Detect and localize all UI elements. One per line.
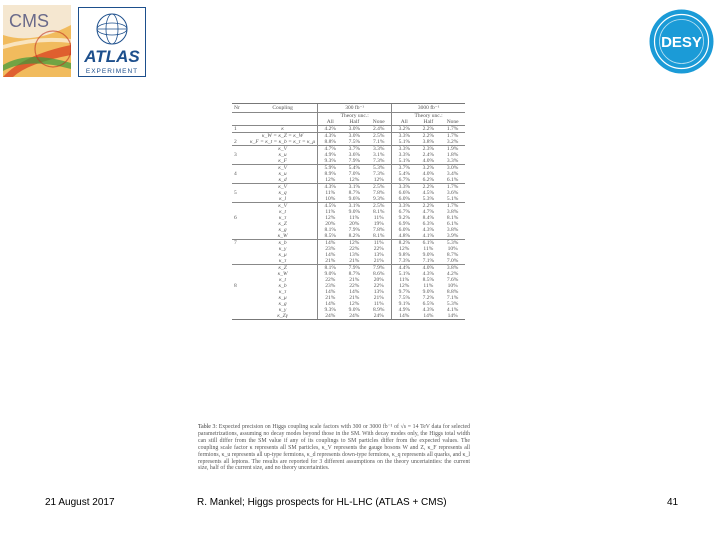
row-nr: 2 — [234, 139, 237, 145]
row-value: 8.1% — [318, 265, 343, 272]
row-value: 6.1% — [446, 177, 459, 183]
row-value: 3.3% — [446, 158, 459, 164]
row-value: 6.1% — [446, 221, 459, 227]
row-value: 12% — [342, 240, 366, 247]
row-value: 24% — [366, 313, 391, 320]
row-value: 14% — [440, 313, 465, 320]
row-value: 6.5% — [422, 301, 435, 307]
row-value: 11% — [366, 240, 391, 247]
row-value: 4.3% — [422, 271, 435, 277]
footer-date: 21 August 2017 — [45, 497, 115, 508]
row-value: 11% — [318, 209, 343, 215]
row-value: 6.7% — [392, 177, 417, 184]
row-value: 14% — [392, 313, 417, 320]
caption-text: Expected precision on Higgs coupling scale factors with 300 or 3000 fb⁻¹ of √s = 14 TeV data for selected parametrizations, assuming no decay modes beyond those in the SM. With decay modes only, the Higgs total width can still differ from the SM value if any of its couplings to SM particles differ from the expected values. The coupling scale factor κ represents all SM particles, κ_V represents the gauge bosons W and Z, κ_F represents all fermions, κ_u represents all up-type fermions, κ_d represents down-type fermions, κ_q represents all quarks, and κ_l represents all leptons. The results are reported for 3 different assumptions on the theory uncertainties: the current size, half of the current size, and no theory uncertainties. — [198, 424, 471, 472]
atlas-logo — [78, 7, 146, 77]
row-value: 13% — [373, 289, 384, 295]
row-value: 7.9% — [342, 265, 366, 272]
row-value: 9.0% — [422, 252, 435, 258]
row-value: 8.2% — [392, 240, 417, 247]
header-none-300: None — [366, 119, 391, 126]
row-value: 3.7% — [342, 146, 366, 153]
row-value: 24% — [318, 313, 343, 320]
row-value: 5.1% — [446, 196, 459, 202]
row-coupling: κ_W — [277, 271, 288, 277]
row-value: 9.1% — [392, 301, 417, 307]
row-value: 13% — [349, 252, 360, 258]
row-value: 9.8% — [392, 252, 417, 258]
row-value: 2.2% — [416, 184, 440, 191]
desy-logo-text: DESY — [661, 34, 702, 51]
row-value: 24% — [342, 313, 366, 320]
row-coupling: κ_g — [278, 301, 287, 307]
row-value: 2.2% — [416, 133, 440, 140]
row-value: 4.5% — [318, 203, 343, 210]
row-value: 5.4% — [342, 165, 366, 172]
row-value: 2.3% — [416, 146, 440, 153]
row-value: 13% — [373, 252, 384, 258]
header-half-3000: Half — [416, 119, 440, 126]
row-coupling: κ_u — [278, 171, 287, 177]
row-value: 3.3% — [392, 184, 417, 191]
row-value: 10% — [318, 196, 343, 203]
row-value: 7.0% — [348, 171, 361, 177]
row-value: 8.7% — [348, 190, 361, 196]
row-value: 12% — [318, 215, 343, 221]
row-value: 3.8% — [422, 139, 435, 145]
row-nr: 6 — [234, 215, 237, 221]
row-value: 2.5% — [366, 203, 391, 210]
table-row — [232, 313, 465, 320]
row-coupling: κ — [281, 126, 284, 132]
row-value: 6.6% — [392, 190, 417, 196]
row-coupling: κ_l — [279, 196, 287, 202]
table-caption — [198, 424, 470, 472]
row-coupling: κ_b — [248, 240, 318, 247]
row-nr: 4 — [234, 171, 237, 177]
row-value: 3.8% — [446, 227, 459, 233]
caption-label: Table 3: — [198, 424, 217, 430]
row-value: 14% — [318, 252, 343, 258]
row-value: 7.3% — [373, 158, 385, 164]
row-value: 7.5% — [348, 139, 361, 145]
row-coupling: κ_W = κ_Z = κ_W — [248, 133, 318, 140]
row-value: 11% — [349, 215, 360, 221]
header-nr: Nr — [232, 104, 248, 113]
row-value: 7.9% — [348, 158, 361, 164]
row-value: 3.4% — [446, 171, 459, 177]
header-all-3000: All — [392, 119, 417, 126]
header-theory-unc-300: Theory unc.: — [318, 113, 392, 120]
row-value: 4.8% — [392, 233, 417, 240]
row-coupling: κ_μ — [278, 295, 287, 301]
row-value: 2.4% — [422, 152, 435, 158]
row-value: 3.1% — [373, 152, 385, 158]
row-value: 11% — [392, 277, 417, 283]
row-value: 4.7% — [422, 209, 435, 215]
row-coupling: κ_γ — [278, 307, 287, 313]
row-value: 8.7% — [348, 271, 361, 277]
row-value: 9.7% — [392, 289, 417, 295]
row-value: 3.3% — [392, 203, 417, 210]
row-value: 7.5% — [392, 295, 417, 301]
atlas-logo-text: ATLAS — [84, 47, 140, 66]
row-value: 22% — [349, 283, 360, 289]
row-value: 14% — [416, 313, 440, 320]
row-value: 6.7% — [392, 209, 417, 215]
row-value: 1.8% — [446, 152, 459, 158]
row-nr: 7 — [232, 240, 248, 247]
row-coupling: κ_W — [277, 233, 288, 239]
row-value: 14% — [318, 240, 343, 247]
row-nr: 1 — [234, 126, 237, 132]
row-value: 9.0% — [422, 289, 435, 295]
row-value: 4.3% — [318, 133, 343, 140]
row-value: 4.3% — [318, 184, 343, 191]
row-value: 3.0% — [342, 133, 366, 140]
row-value: 19% — [373, 221, 384, 227]
header-theory-unc-3000: Theory unc.: — [392, 113, 465, 120]
row-value: 20% — [318, 221, 343, 227]
row-value: 9.0% — [348, 209, 361, 215]
row-value: 3.9% — [446, 233, 459, 239]
footer-page-number: 41 — [667, 497, 679, 508]
row-value: 4.0% — [422, 158, 435, 164]
row-value: 5.3% — [366, 165, 391, 172]
row-value: 2.5% — [366, 184, 391, 191]
row-value: 2.4% — [373, 126, 385, 132]
row-value: 1.7% — [440, 133, 465, 140]
row-coupling: κ_t — [279, 277, 287, 283]
row-nr: 8 — [234, 283, 237, 289]
row-value: 4.2% — [446, 271, 459, 277]
row-value: 7.6% — [446, 277, 459, 283]
row-value: 14% — [318, 289, 343, 295]
row-coupling: κ_γ — [278, 246, 287, 252]
row-value: 3.3% — [392, 133, 417, 140]
row-value: 6.0% — [392, 196, 417, 203]
row-value: 3.0% — [440, 165, 465, 172]
row-value: 5.3% — [440, 240, 465, 247]
row-value: 4.2% — [318, 126, 343, 133]
row-value: 5.1% — [392, 139, 417, 146]
row-coupling: κ_g — [278, 227, 287, 233]
row-value: 7.0% — [446, 258, 459, 264]
row-value: 7.3% — [373, 171, 385, 177]
row-value: 3.0% — [348, 126, 361, 132]
row-value: 8.5% — [318, 233, 343, 240]
row-value: 8.6% — [373, 271, 385, 277]
row-value: 2.2% — [416, 203, 440, 210]
row-value: 9.3% — [373, 196, 385, 202]
row-coupling: κ_Zγ — [248, 313, 318, 320]
table-row — [232, 139, 465, 146]
row-value: 7.8% — [373, 227, 385, 233]
row-value: 14% — [318, 301, 343, 307]
row-value: 8.9% — [318, 171, 343, 177]
row-value: 12% — [392, 246, 417, 252]
row-value: 23% — [318, 246, 343, 252]
row-value: 3.8% — [446, 209, 459, 215]
header-none-3000: None — [440, 119, 465, 126]
row-value: 22% — [318, 277, 343, 283]
row-value: 21% — [349, 295, 360, 301]
row-value: 8.7% — [446, 252, 459, 258]
row-value: 9.2% — [392, 215, 417, 221]
row-value: 6.3% — [422, 221, 435, 227]
row-value: 1.9% — [440, 146, 465, 153]
row-value: 2.2% — [422, 126, 435, 132]
row-value: 4.0% — [416, 265, 440, 272]
row-value: 21% — [318, 258, 343, 265]
row-coupling: κ_V — [248, 146, 318, 153]
row-value: 4.9% — [392, 307, 417, 313]
row-value: 4.1% — [422, 233, 435, 239]
row-value: 10% — [447, 283, 458, 289]
row-coupling: κ_τ — [278, 258, 287, 264]
row-value: 6.0% — [392, 227, 417, 233]
row-value: 11% — [373, 215, 384, 221]
row-value: 4.0% — [422, 171, 435, 177]
row-value: 11% — [318, 190, 343, 196]
row-value: 7.1% — [373, 139, 385, 145]
row-value: 7.9% — [366, 265, 391, 272]
row-coupling: κ_t — [279, 209, 287, 215]
row-value: 12% — [318, 177, 343, 184]
row-value: 8.5% — [422, 277, 435, 283]
row-value: 20% — [373, 277, 384, 283]
row-value: 8.4% — [422, 215, 435, 221]
header-lumi-300: 300 fb⁻¹ — [318, 104, 392, 113]
row-value: 7.8% — [373, 190, 385, 196]
row-value: 3.2% — [392, 126, 417, 133]
row-coupling: κ_μ — [278, 252, 287, 258]
row-value: 1.7% — [446, 126, 459, 132]
row-value: 3.1% — [342, 184, 366, 191]
coupling-precision-table — [232, 103, 465, 320]
row-value: 22% — [373, 283, 384, 289]
row-coupling: κ_Z — [278, 221, 287, 227]
row-value: 11% — [373, 301, 384, 307]
row-value: 12% — [373, 177, 384, 183]
row-value: 3.1% — [342, 203, 366, 210]
row-value: 9.3% — [318, 158, 343, 165]
row-value: 2.5% — [366, 133, 391, 140]
row-coupling: κ_F — [278, 158, 287, 164]
row-value: 8.1% — [318, 227, 343, 233]
row-value: 8.8% — [446, 289, 459, 295]
row-value: 12% — [349, 301, 360, 307]
row-value: 5.1% — [392, 271, 417, 277]
row-value: 8.9% — [373, 307, 385, 313]
row-value: 9.3% — [318, 307, 343, 313]
row-value: 7.1% — [446, 295, 459, 301]
row-coupling: κ_b — [278, 283, 287, 289]
row-value: 5.1% — [392, 158, 417, 165]
cms-logo — [3, 5, 71, 77]
row-coupling: κ_d — [278, 177, 287, 183]
row-value: 12% — [349, 177, 360, 183]
row-value: 4.1% — [446, 307, 459, 313]
header-lumi-3000: 3000 fb⁻¹ — [392, 104, 465, 113]
table-body — [232, 126, 465, 320]
row-value: 22% — [349, 246, 360, 252]
row-value: 3.3% — [366, 146, 391, 153]
table-row — [232, 126, 465, 133]
row-value: 11% — [423, 246, 434, 252]
desy-logo — [648, 8, 715, 75]
coupling-table-figure — [232, 103, 465, 415]
row-value: 7.1% — [422, 258, 435, 264]
row-value: 9.6% — [348, 196, 361, 202]
row-value: 23% — [318, 283, 343, 289]
row-value: 3.8% — [440, 265, 465, 272]
row-value: 4.7% — [318, 146, 343, 153]
row-coupling: κ_V — [248, 203, 318, 210]
row-value: 6.9% — [392, 221, 417, 227]
cms-logo-text: CMS — [9, 11, 49, 31]
row-nr: 5 — [234, 190, 237, 196]
row-value: 7.3% — [392, 258, 417, 265]
header-coupling: Coupling — [248, 104, 318, 113]
row-value: 5.3% — [422, 196, 435, 202]
row-value: 3.7% — [392, 165, 417, 172]
row-value: 3.6% — [446, 190, 459, 196]
row-value: 9.0% — [318, 271, 343, 277]
footer-title: R. Mankel; Higgs prospects for HL-LHC (ATLAS + CMS) — [197, 497, 447, 508]
row-value: 8.1% — [446, 215, 459, 221]
row-value: 4.3% — [422, 307, 435, 313]
row-value: 5.3% — [446, 301, 459, 307]
row-coupling: κ_Z — [248, 265, 318, 272]
row-value: 4.5% — [422, 190, 435, 196]
row-value: 21% — [373, 258, 384, 264]
row-value: 4.3% — [422, 227, 435, 233]
row-value: 10% — [447, 246, 458, 252]
row-value: 8.8% — [318, 139, 343, 146]
row-value: 14% — [349, 289, 360, 295]
row-nr — [232, 313, 248, 320]
row-value: 6.2% — [422, 177, 435, 183]
row-value: 1.7% — [440, 184, 465, 191]
row-value: 6.1% — [416, 240, 440, 247]
row-value: 9.0% — [348, 307, 361, 313]
row-coupling: κ_F = κ_t = κ_b = κ_τ = κ_μ — [250, 139, 316, 145]
row-value: 4.9% — [318, 152, 343, 158]
row-coupling: κ_τ — [278, 289, 287, 295]
row-value: 3.3% — [392, 146, 417, 153]
row-nr: 3 — [234, 152, 237, 158]
row-value: 3.6% — [348, 152, 361, 158]
row-value: 11% — [423, 283, 434, 289]
row-value: 7.2% — [422, 295, 435, 301]
row-value: 22% — [373, 246, 384, 252]
row-value: 8.1% — [373, 233, 385, 239]
row-value: 1.7% — [440, 203, 465, 210]
row-value: 20% — [349, 221, 360, 227]
header-half-300: Half — [342, 119, 366, 126]
row-coupling: κ_q — [278, 190, 287, 196]
row-value: 5.4% — [392, 171, 417, 177]
row-value: 3.2% — [416, 165, 440, 172]
row-value: 3.2% — [446, 139, 459, 145]
row-value: 5.9% — [318, 165, 343, 172]
row-value: 12% — [392, 283, 417, 289]
row-value: 3.3% — [392, 152, 417, 158]
row-value: 21% — [318, 295, 343, 301]
row-value: 21% — [349, 258, 360, 264]
row-coupling: κ_V — [248, 165, 318, 172]
row-value: 21% — [349, 277, 360, 283]
atlas-logo-subtext: EXPERIMENT — [85, 68, 139, 75]
row-coupling: κ_V — [248, 184, 318, 191]
row-value: 8.2% — [348, 233, 361, 239]
row-value: 21% — [373, 295, 384, 301]
row-value: 7.9% — [348, 227, 361, 233]
header-all-300: All — [318, 119, 343, 126]
row-coupling: κ_u — [278, 152, 287, 158]
row-value: 4.4% — [392, 265, 417, 272]
row-value: 8.1% — [373, 209, 385, 215]
row-coupling: κ_τ — [278, 215, 287, 221]
